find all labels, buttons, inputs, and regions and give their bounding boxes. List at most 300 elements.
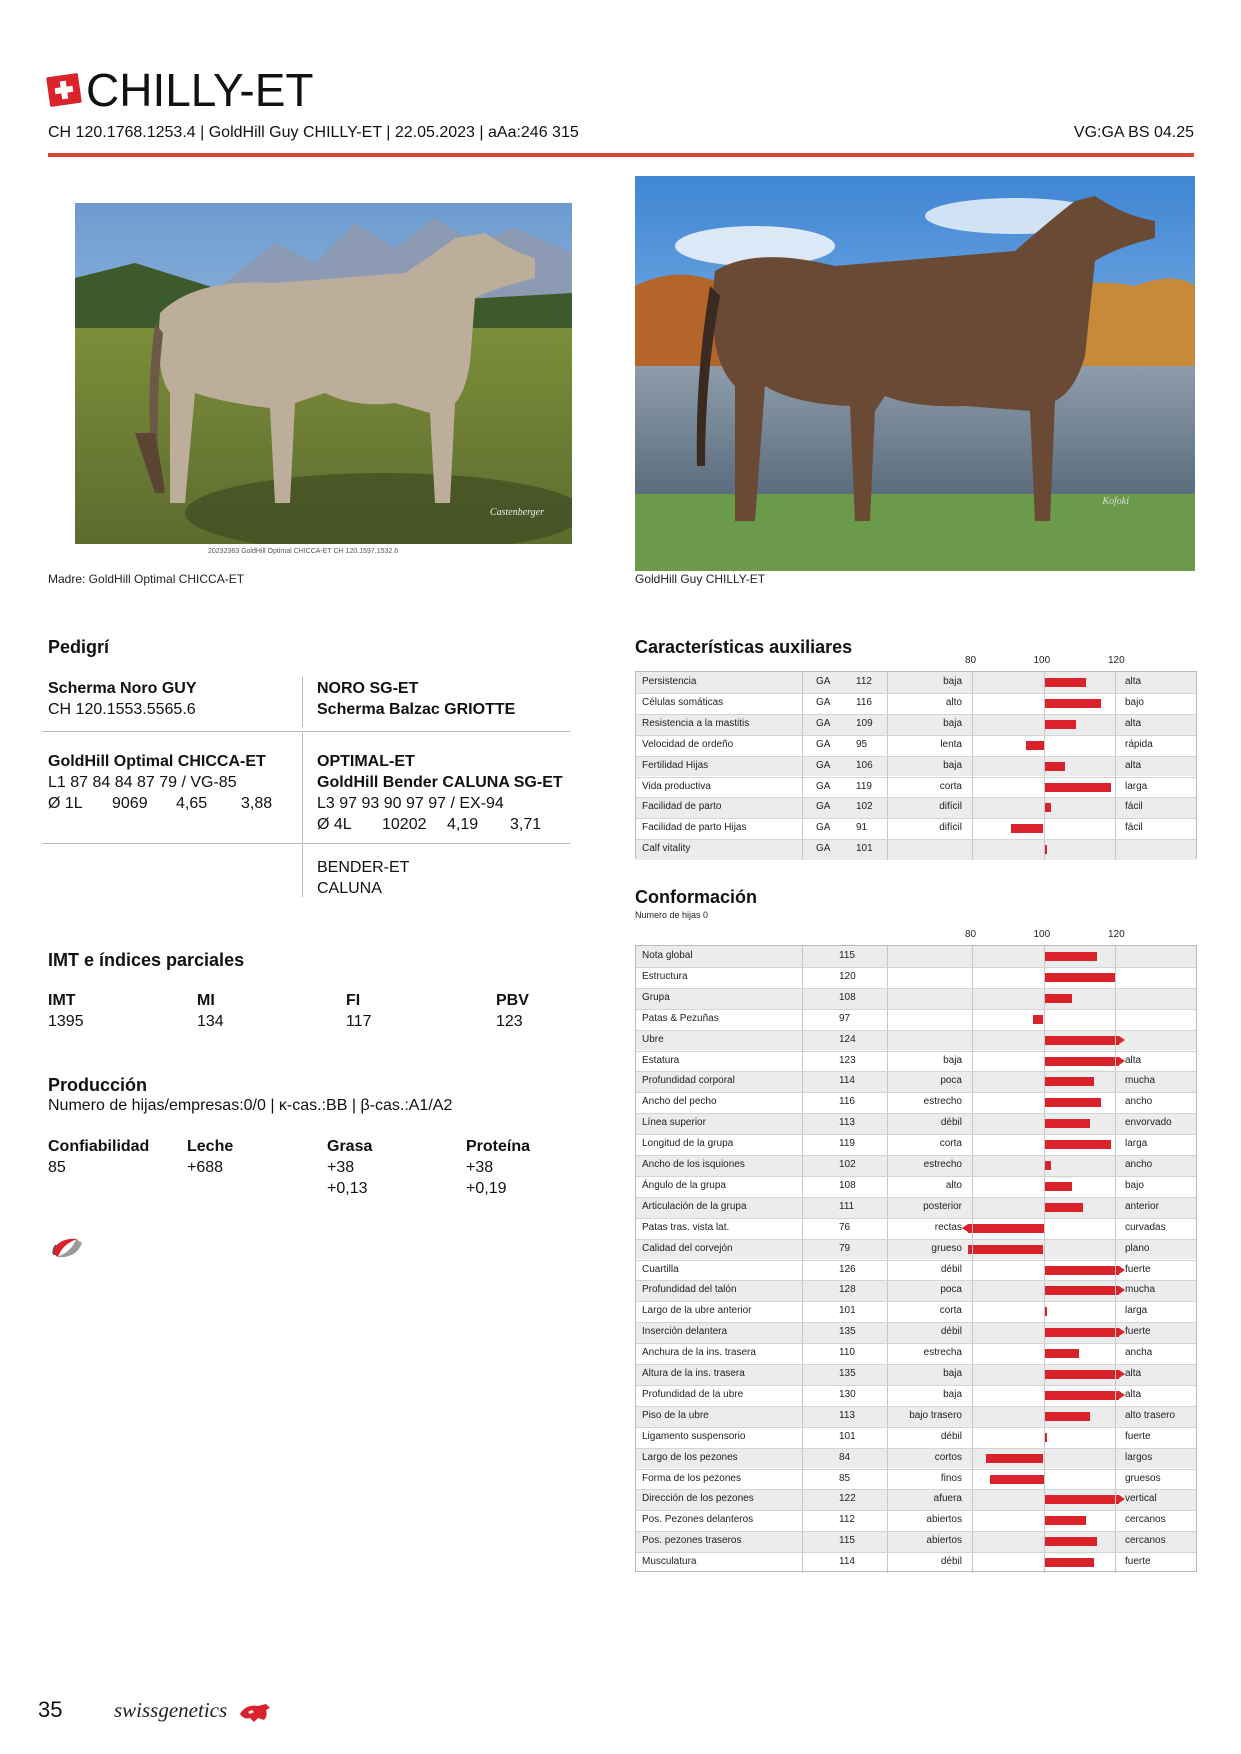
trait-name: Longitud de la grupa bbox=[642, 1138, 734, 1150]
trait-low-label: estrecha bbox=[923, 1347, 962, 1359]
production-label: Leche bbox=[187, 1138, 234, 1155]
dam-dam-protein: 3,71 bbox=[510, 816, 542, 833]
trait-value: 122 bbox=[839, 1493, 856, 1505]
trait-high-label: cercanos bbox=[1125, 1535, 1166, 1547]
table-row bbox=[636, 1469, 1196, 1490]
sire-dam-name: Scherma Balzac GRIOTTE bbox=[317, 701, 516, 718]
production-item bbox=[187, 1136, 233, 1178]
trait-bar bbox=[1044, 952, 1098, 961]
table-row-line bbox=[636, 693, 1196, 694]
table-row bbox=[636, 1322, 1196, 1343]
trait-value: 91 bbox=[856, 822, 868, 834]
trait-bar bbox=[1044, 1077, 1094, 1086]
conformation-title: Conformación bbox=[635, 887, 758, 907]
index-value: 123 bbox=[496, 1013, 523, 1030]
trait-value: 113 bbox=[839, 1117, 855, 1129]
evaluation-code: VG:GA BS 04.25 bbox=[1073, 124, 1194, 141]
table-row-line bbox=[636, 1406, 1196, 1407]
trait-value: 114 bbox=[839, 1075, 855, 1087]
trait-bar bbox=[1044, 1266, 1120, 1275]
dam-dam-classification: L3 97 93 90 97 97 / EX-94 bbox=[317, 795, 504, 812]
trait-high-label: alto trasero bbox=[1125, 1409, 1176, 1421]
production-title: Producción bbox=[48, 1075, 148, 1095]
table-row-line bbox=[636, 756, 1196, 757]
trait-high-label: anterior bbox=[1125, 1200, 1159, 1212]
trait-name: Velocidad de ordeño bbox=[642, 738, 734, 750]
sire-sire-name: NORO SG-ET bbox=[317, 680, 419, 697]
bar-arrow-right bbox=[1119, 1370, 1125, 1378]
table-row bbox=[636, 672, 1196, 693]
trait-value: 101 bbox=[839, 1305, 856, 1317]
index-label: MI bbox=[197, 992, 215, 1009]
index-item bbox=[346, 990, 372, 1032]
table-row-line bbox=[636, 714, 1196, 715]
trait-bar bbox=[1044, 699, 1101, 708]
table-row-line bbox=[636, 1176, 1196, 1177]
trait-bar bbox=[1033, 1015, 1044, 1024]
trait-bar bbox=[1026, 741, 1044, 750]
table-row bbox=[636, 1489, 1196, 1510]
trait-high-label: plano bbox=[1125, 1242, 1150, 1254]
trait-bar bbox=[990, 1475, 1044, 1484]
trait-bar bbox=[1044, 1140, 1112, 1149]
table-row-line bbox=[636, 797, 1196, 798]
bar-arrow-right bbox=[1119, 1036, 1125, 1044]
table-row bbox=[636, 1343, 1196, 1364]
production-value-percent: +0,13 bbox=[327, 1180, 368, 1197]
page-title: CHILLY-ET bbox=[86, 64, 314, 116]
indices-title: IMT e índices parciales bbox=[48, 950, 245, 970]
trait-high-label: alta bbox=[1125, 676, 1142, 687]
trait-value: 116 bbox=[839, 1096, 855, 1108]
trait-high-label: envorvado bbox=[1125, 1117, 1172, 1129]
trait-bar bbox=[1044, 1203, 1083, 1212]
trait-value: 79 bbox=[839, 1242, 851, 1254]
table-row-line bbox=[636, 839, 1196, 840]
table-row bbox=[636, 1280, 1196, 1301]
trait-bar bbox=[1044, 1036, 1120, 1045]
trait-high-label: alta bbox=[1125, 1368, 1142, 1379]
trait-value: 101 bbox=[839, 1430, 856, 1442]
trait-value: 111 bbox=[839, 1200, 855, 1212]
trait-bar bbox=[968, 1224, 1044, 1233]
trait-name: Articulación de la grupa bbox=[642, 1200, 747, 1212]
trait-name: Fertilidad Hijas bbox=[642, 759, 709, 771]
table-row-line bbox=[636, 1343, 1196, 1344]
trait-value: 123 bbox=[839, 1054, 856, 1066]
trait-name: Grupa bbox=[642, 991, 670, 1003]
table-row bbox=[636, 756, 1196, 777]
trait-high-label: alta bbox=[1125, 717, 1142, 729]
trait-low-label: posterior bbox=[923, 1200, 962, 1212]
table-row bbox=[636, 1176, 1196, 1197]
table-row-line bbox=[636, 1531, 1196, 1532]
pedigree-divider bbox=[42, 731, 570, 732]
table-row-line bbox=[636, 1218, 1196, 1219]
table-row bbox=[636, 818, 1196, 839]
table-row bbox=[636, 1113, 1196, 1134]
trait-bar bbox=[1044, 1328, 1120, 1337]
table-row-line bbox=[636, 1071, 1196, 1072]
trait-low-label: baja bbox=[943, 717, 962, 729]
trait-low-label: baja bbox=[943, 1388, 962, 1400]
dam-photo-caption: 20232363 GoldHill Optimal CHICCA-ET CH 120.1597.1532.6 bbox=[208, 548, 399, 555]
aux-table bbox=[635, 671, 1197, 859]
trait-high-label: alta bbox=[1125, 759, 1142, 771]
trait-value: 112 bbox=[839, 1514, 855, 1526]
trait-bar bbox=[986, 1454, 1043, 1463]
trait-value: 95 bbox=[856, 738, 868, 750]
table-row-line bbox=[636, 1239, 1196, 1240]
swissgenetics-cow-icon bbox=[238, 1702, 274, 1729]
trait-bar bbox=[1011, 824, 1043, 833]
table-row-line bbox=[636, 818, 1196, 819]
trait-name: Cuartilla bbox=[642, 1263, 679, 1275]
table-row-line bbox=[636, 1155, 1196, 1156]
table-row bbox=[636, 1406, 1196, 1427]
aux-title: Características auxiliares bbox=[635, 637, 853, 657]
scale-tick-label: 120 bbox=[1108, 929, 1125, 940]
trait-value: 106 bbox=[856, 759, 873, 771]
table-row-line bbox=[636, 1385, 1196, 1386]
trait-name: Células somáticas bbox=[642, 696, 724, 708]
bar-arrow-right bbox=[1119, 1266, 1125, 1274]
trait-low-label: corta bbox=[939, 1138, 962, 1150]
trait-name: Resistencia a la mastitis bbox=[642, 717, 750, 729]
trait-value: 115 bbox=[839, 1535, 855, 1547]
dam-name: GoldHill Optimal CHICCA-ET bbox=[48, 753, 266, 770]
trait-name: Piso de la ubre bbox=[642, 1409, 709, 1421]
trait-bar bbox=[1044, 1119, 1090, 1128]
dam-classification: L1 87 84 84 87 79 / VG-85 bbox=[48, 774, 237, 791]
pedigree-divider bbox=[302, 733, 303, 843]
trait-low-label: difícil bbox=[939, 801, 962, 813]
trait-value: 115 bbox=[839, 950, 855, 961]
table-row-line bbox=[636, 1448, 1196, 1449]
trait-low-label: finos bbox=[940, 1472, 962, 1484]
table-row bbox=[636, 1531, 1196, 1552]
table-column-line bbox=[1115, 672, 1116, 860]
trait-name: Pos. pezones traseros bbox=[642, 1535, 742, 1547]
trait-value: 85 bbox=[839, 1472, 851, 1484]
table-row bbox=[636, 946, 1196, 967]
trait-high-label: curvadas bbox=[1125, 1221, 1166, 1233]
trait-low-label: baja bbox=[943, 759, 962, 771]
table-column-line bbox=[972, 672, 973, 860]
table-row bbox=[636, 735, 1196, 756]
trait-high-label: larga bbox=[1125, 780, 1148, 792]
trait-bar bbox=[1044, 1516, 1087, 1525]
scale-tick-label: 100 bbox=[1033, 929, 1051, 940]
trait-base: GA bbox=[816, 822, 831, 834]
table-column-line bbox=[802, 672, 803, 860]
table-row-line bbox=[636, 1113, 1196, 1114]
trait-value: 102 bbox=[856, 801, 873, 813]
trait-low-label: débil bbox=[940, 1117, 962, 1129]
trait-low-label: afuera bbox=[933, 1493, 962, 1505]
trait-high-label: fuerte bbox=[1125, 1326, 1151, 1338]
trait-low-label: débil bbox=[940, 1430, 962, 1442]
trait-low-label: débil bbox=[940, 1263, 962, 1275]
table-column-line bbox=[1044, 672, 1045, 860]
production-value: +688 bbox=[187, 1159, 224, 1176]
pedigree-dam-parents bbox=[317, 751, 572, 835]
table-row-line bbox=[636, 1260, 1196, 1261]
trait-value: 126 bbox=[839, 1263, 856, 1275]
table-row-line bbox=[636, 967, 1196, 968]
trait-high-label: mucha bbox=[1125, 1075, 1156, 1087]
production-item bbox=[466, 1136, 530, 1199]
dam-photo-watermark: Castenberger bbox=[489, 507, 544, 518]
ddam-dam-name: CALUNA bbox=[317, 880, 382, 897]
trait-value: 76 bbox=[839, 1221, 851, 1233]
table-row-line bbox=[636, 1092, 1196, 1093]
index-value: 1395 bbox=[48, 1013, 84, 1030]
trait-high-label: fácil bbox=[1125, 822, 1143, 834]
table-row-line bbox=[636, 1510, 1196, 1511]
trait-low-label: débil bbox=[940, 1556, 962, 1568]
trait-bar bbox=[1044, 1349, 1080, 1358]
trait-name: Pos. Pezones delanteros bbox=[642, 1514, 754, 1526]
page-header bbox=[48, 62, 1194, 142]
trait-low-label: poca bbox=[940, 1284, 962, 1296]
trait-value: 116 bbox=[856, 696, 872, 708]
table-row-line bbox=[636, 1301, 1196, 1302]
table-row bbox=[636, 967, 1196, 988]
conformation-subtitle: Numero de hijas 0 bbox=[635, 910, 709, 920]
table-row bbox=[636, 1092, 1196, 1113]
table-row bbox=[636, 693, 1196, 714]
trait-base: GA bbox=[816, 801, 831, 813]
table-row bbox=[636, 1030, 1196, 1051]
trait-base: GA bbox=[816, 676, 831, 687]
trait-high-label: cercanos bbox=[1125, 1514, 1166, 1526]
table-row bbox=[636, 1427, 1196, 1448]
table-row bbox=[636, 1448, 1196, 1469]
trait-bar bbox=[1044, 1558, 1094, 1567]
production-value: 85 bbox=[48, 1159, 66, 1176]
trait-name: Largo de la ubre anterior bbox=[642, 1305, 752, 1317]
trait-high-label: gruesos bbox=[1125, 1472, 1161, 1484]
table-row bbox=[636, 1009, 1196, 1030]
trait-name: Ángulo de la grupa bbox=[642, 1179, 726, 1191]
table-column-line bbox=[887, 672, 888, 860]
trait-low-label: baja bbox=[943, 1054, 962, 1066]
table-row bbox=[636, 1051, 1196, 1072]
table-row-line bbox=[636, 1552, 1196, 1553]
index-item bbox=[496, 990, 529, 1032]
trait-high-label: ancho bbox=[1125, 1096, 1153, 1108]
dam-caption: Madre: GoldHill Optimal CHICCA-ET bbox=[48, 572, 245, 586]
trait-value: 124 bbox=[839, 1033, 856, 1045]
trait-value: 113 bbox=[839, 1409, 855, 1421]
trait-name: Ancho de los isquiones bbox=[642, 1159, 745, 1170]
trait-high-label: alta bbox=[1125, 1388, 1142, 1400]
pedigree-divider bbox=[302, 845, 303, 897]
trait-high-label: ancha bbox=[1125, 1347, 1153, 1359]
trait-high-label: fuerte bbox=[1125, 1263, 1151, 1275]
trait-value: 135 bbox=[839, 1326, 856, 1338]
index-value: 117 bbox=[346, 1013, 372, 1030]
table-row-line bbox=[636, 777, 1196, 778]
trait-bar bbox=[1044, 803, 1051, 812]
bar-arrow-right bbox=[1119, 1286, 1125, 1294]
swiss-flag-icon bbox=[46, 73, 82, 107]
table-row bbox=[636, 988, 1196, 1009]
index-item bbox=[197, 990, 224, 1032]
trait-low-label: alto bbox=[945, 1179, 962, 1191]
trait-bar bbox=[1044, 720, 1076, 729]
trait-low-label: baja bbox=[943, 676, 962, 687]
trait-high-label: bajo bbox=[1125, 1179, 1144, 1191]
table-row-line bbox=[636, 1469, 1196, 1470]
trait-name: Musculatura bbox=[642, 1556, 697, 1568]
trait-value: 119 bbox=[839, 1138, 855, 1150]
trait-bar bbox=[1044, 1057, 1120, 1066]
trait-value: 109 bbox=[856, 717, 873, 729]
index-value: 134 bbox=[197, 1013, 224, 1030]
table-row bbox=[636, 1155, 1196, 1176]
trait-bar bbox=[1044, 678, 1087, 687]
table-row-line bbox=[636, 1051, 1196, 1052]
trait-value: 120 bbox=[839, 970, 856, 982]
pedigree-title: Pedigrí bbox=[48, 637, 110, 657]
conformation-table bbox=[635, 945, 1197, 1572]
production-label: Confiabilidad bbox=[48, 1138, 150, 1155]
index-label: PBV bbox=[496, 992, 529, 1009]
dam-sire-name: OPTIMAL-ET bbox=[317, 753, 415, 770]
production-label: Proteína bbox=[466, 1138, 531, 1155]
bull-identification: CH 120.1768.1253.4 | GoldHill Guy CHILLY-ET | 22.05.2023 | aAa:246 315 bbox=[48, 124, 579, 141]
sire-photo bbox=[635, 176, 1195, 571]
trait-name: Profundidad del talón bbox=[642, 1284, 737, 1296]
trait-value: 102 bbox=[839, 1159, 856, 1170]
trait-base: GA bbox=[816, 738, 831, 750]
bar-arrow-right bbox=[1119, 1328, 1125, 1336]
trait-bar bbox=[1044, 783, 1112, 792]
trait-name: Ancho del pecho bbox=[642, 1096, 717, 1108]
production-value-percent: +0,19 bbox=[466, 1180, 507, 1197]
sire-id: CH 120.1553.5565.6 bbox=[48, 701, 196, 718]
trait-name: Dirección de los pezones bbox=[642, 1493, 754, 1505]
trait-low-label: débil bbox=[940, 1326, 962, 1338]
trait-low-label: cortos bbox=[934, 1451, 962, 1463]
trait-value: 128 bbox=[839, 1284, 856, 1296]
production-item bbox=[48, 1136, 149, 1178]
trait-high-label: larga bbox=[1125, 1305, 1148, 1317]
trait-name: Línea superior bbox=[642, 1117, 706, 1129]
table-row-line bbox=[636, 1134, 1196, 1135]
dam-dam-milk: 10202 bbox=[382, 816, 427, 833]
page-number: 35 bbox=[38, 1697, 63, 1722]
pedigree-divider bbox=[302, 677, 303, 727]
trait-high-label: vertical bbox=[1125, 1493, 1157, 1505]
production-item bbox=[327, 1136, 372, 1199]
bar-arrow-right bbox=[1119, 1495, 1125, 1503]
trait-name: Patas tras. vista lat. bbox=[642, 1221, 730, 1233]
trait-low-label: estrecho bbox=[923, 1159, 962, 1170]
trait-bar bbox=[1044, 1391, 1120, 1400]
trait-base: GA bbox=[816, 780, 831, 792]
trait-name: Profundidad de la ubre bbox=[642, 1388, 744, 1400]
trait-bar bbox=[1044, 1412, 1090, 1421]
pedigree-divider bbox=[42, 843, 570, 844]
table-row-line bbox=[636, 1197, 1196, 1198]
trait-name: Forma de los pezones bbox=[642, 1472, 741, 1484]
trait-name: Patas & Pezuñas bbox=[642, 1012, 719, 1024]
table-row-line bbox=[636, 1489, 1196, 1490]
table-row bbox=[636, 1134, 1196, 1155]
table-row-line bbox=[636, 735, 1196, 736]
pedigree-ddam-parents bbox=[317, 857, 409, 899]
dam-fat: 4,65 bbox=[176, 795, 208, 812]
trait-value: 114 bbox=[839, 1556, 855, 1568]
production-value: +38 bbox=[327, 1159, 355, 1176]
trait-high-label: ancho bbox=[1125, 1159, 1153, 1170]
index-label: FI bbox=[346, 992, 361, 1009]
sire-name: Scherma Noro GUY bbox=[48, 680, 197, 697]
pedigree-sire bbox=[48, 678, 196, 720]
trait-high-label: fácil bbox=[1125, 801, 1143, 813]
table-row bbox=[636, 1260, 1196, 1281]
trait-name: Persistencia bbox=[642, 676, 697, 687]
trait-low-label: poca bbox=[940, 1075, 962, 1087]
table-row bbox=[636, 1071, 1196, 1092]
table-row-line bbox=[636, 1427, 1196, 1428]
trait-low-label: baja bbox=[943, 1368, 962, 1379]
trait-bar bbox=[968, 1245, 1043, 1254]
table-row-line bbox=[636, 1009, 1196, 1010]
trait-value: 110 bbox=[839, 1347, 855, 1359]
index-label: IMT bbox=[48, 992, 76, 1009]
trait-base: GA bbox=[816, 696, 831, 708]
trait-low-label: abiertos bbox=[926, 1514, 962, 1526]
table-row-line bbox=[636, 988, 1196, 989]
table-row bbox=[636, 797, 1196, 818]
trait-bar bbox=[1044, 1182, 1073, 1191]
pedigree-sire-parents bbox=[317, 678, 515, 720]
production-subtitle: Numero de hijas/empresas:0/0 | κ-cas.:BB | β-cas.:A1/A2 bbox=[48, 1097, 453, 1114]
dam-dam-name: GoldHill Bender CALUNA SG-ET bbox=[317, 774, 563, 791]
bar-arrow-left bbox=[962, 1224, 968, 1232]
trait-value: 135 bbox=[839, 1368, 856, 1379]
trait-value: 101 bbox=[856, 843, 873, 855]
trait-name: Estructura bbox=[642, 970, 688, 982]
header-rule bbox=[48, 153, 1194, 157]
trait-high-label: larga bbox=[1125, 1138, 1148, 1150]
trait-low-label: alto bbox=[945, 696, 962, 708]
trait-low-label: corta bbox=[939, 780, 962, 792]
trait-name: Profundidad corporal bbox=[642, 1075, 735, 1087]
trait-bar bbox=[1044, 994, 1073, 1003]
trait-base: GA bbox=[816, 717, 831, 729]
trait-low-label: rectas bbox=[934, 1221, 962, 1233]
trait-name: Calidad del corvejón bbox=[642, 1242, 733, 1254]
trait-name: Vida productiva bbox=[642, 780, 711, 792]
brand-name: swissgenetics bbox=[114, 1698, 228, 1722]
trait-name: Altura de la ins. trasera bbox=[642, 1368, 745, 1379]
trait-value: 108 bbox=[839, 1179, 856, 1191]
table-row bbox=[636, 1218, 1196, 1239]
table-row bbox=[636, 1301, 1196, 1322]
trait-name: Facilidad de parto bbox=[642, 801, 722, 813]
trait-name: Calf vitality bbox=[642, 843, 691, 855]
table-row bbox=[636, 1385, 1196, 1406]
trait-high-label: alta bbox=[1125, 1054, 1142, 1066]
bar-arrow-right bbox=[1119, 1057, 1125, 1065]
table-row bbox=[636, 1197, 1196, 1218]
table-row-line bbox=[636, 1364, 1196, 1365]
